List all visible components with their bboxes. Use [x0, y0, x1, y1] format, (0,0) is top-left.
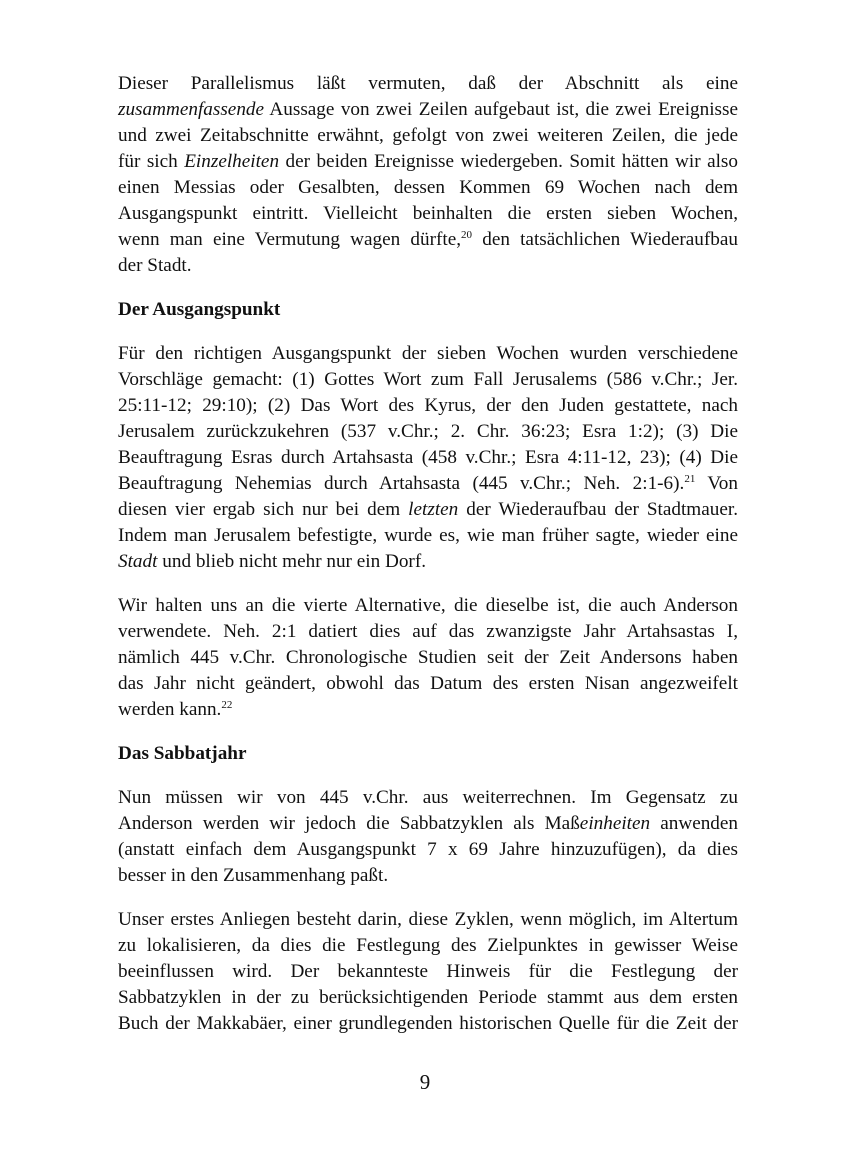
paragraph-4-line-1: Nun müssen wir von 445 v.Chr. aus weiterrechnen. Im Gegensatz zu — [118, 787, 738, 808]
paragraph-3-line-5: werden kann.$^{22}$ — [118, 699, 233, 720]
paragraph-2-line-1: Für den richtigen Ausgangspunkt der sieben Wochen wurden verschiedene — [118, 343, 738, 364]
paragraph-2-line-4: Jerusalem zurückzukehren (537 v.Chr.; 2. Chr. 36:23; Esra 1:2); (3) Die — [118, 421, 738, 442]
paragraph-2-line-7: diesen vier ergab sich nur bei dem letzten der Wiederaufbau der Stadtmauer. — [118, 499, 738, 520]
paragraph-2-line-8: Indem man Jerusalem befestigte, wurde es, wie man früher sagte, wieder eine — [118, 525, 738, 546]
footnote-ref-22[interactable]: 22 — [221, 699, 233, 711]
paragraph-4-line-4: besser in den Zusammenhang paßt. — [118, 865, 389, 886]
paragraph-2-line-9: Stadt und blieb nicht mehr nur ein Dorf. — [118, 551, 427, 572]
paragraph-1-line-4: für sich Einzelheiten der beiden Ereignisse wiedergeben. Somit hätten wir also — [118, 151, 738, 172]
paragraph-5-line-4: Sabbatzyklen in der zu berücksichtigenden Periode stammt aus dem ersten — [118, 987, 738, 1008]
footnote-ref-20[interactable]: 20 — [461, 229, 473, 241]
paragraph-2-line-3: 25:11-12; 29:10); (2) Das Wort des Kyrus, der den Juden gestattete, nach — [118, 395, 738, 416]
paragraph-1-line-1: Dieser Parallelismus läßt vermuten, daß der Abschnitt als eine — [118, 73, 738, 94]
paragraph-1-line-8: der Stadt. — [118, 255, 192, 276]
paragraph-5-line-3: beeinflussen wird. Der bekannteste Hinweis für die Festlegung der — [118, 961, 738, 982]
page-number: 9 — [419, 1070, 431, 1094]
paragraph-2-line-2: Vorschläge gemacht: (1) Gottes Wort zum Fall Jerusalems (586 v.Chr.; Jer. — [118, 369, 738, 390]
paragraph-3-line-4: das Jahr nicht geändert, obwohl das Datum des ersten Nisan angezweifelt — [118, 673, 738, 694]
paragraph-4-line-3: (anstatt einfach dem Ausgangspunkt 7 x 69 Jahre hinzuzufügen), da dies — [118, 839, 738, 860]
section-heading-ausgangspunkt: Der Ausgangspunkt — [118, 299, 281, 320]
paragraph-1-line-2: zusammenfassende Aussage von zwei Zeilen aufgebaut ist, die zwei Ereignisse — [118, 99, 738, 120]
footnote-ref-21[interactable]: 21 — [684, 473, 696, 485]
paragraph-1-line-5: einen Messias oder Gesalbten, dessen Kommen 69 Wochen nach dem — [118, 177, 738, 198]
italic-term: Stadt — [118, 551, 158, 572]
paragraph-5-line-5: Buch der Makkabäer, einer grundlegenden historischen Quelle für die Zeit der — [118, 1013, 738, 1034]
section-heading-sabbatjahr: Das Sabbatjahr — [118, 743, 247, 764]
italic-term: zusammenfassende — [118, 99, 265, 120]
paragraph-3-line-1: Wir halten uns an die vierte Alternative, die dieselbe ist, die auch Anderson — [118, 595, 738, 616]
paragraph-4-line-2: Anderson werden wir jedoch die Sabbatzyklen als Maßeinheiten anwenden — [118, 813, 739, 834]
paragraph-1-line-7: wenn man eine Vermutung wagen dürfte,$^{20}$ den tatsächlichen Wiederaufbau — [118, 229, 738, 250]
paragraph-3-line-3: nämlich 445 v.Chr. Chronologische Studien seit der Zeit Andersons haben — [118, 647, 738, 668]
paragraph-5-line-1: Unser erstes Anliegen besteht darin, diese Zyklen, wenn möglich, im Altertum — [118, 909, 738, 930]
paragraph-5-line-2: zu lokalisieren, da dies die Festlegung des Zielpunktes in gewisser Weise — [118, 935, 738, 956]
paragraph-1-line-6: Ausgangspunkt eintritt. Vielleicht beinhalten die ersten sieben Wochen, — [118, 203, 738, 224]
italic-term: letzten — [408, 499, 459, 520]
italic-term: einheiten — [579, 813, 651, 834]
paragraph-1-line-3: und zwei Zeitabschnitte erwähnt, gefolgt von zwei weiteren Zeilen, die jede — [118, 125, 738, 146]
paragraph-2-line-6: Beauftragung Nehemias durch Artahsasta (445 v.Chr.; Neh. 2:1-6).$^{21}$ Von — [118, 473, 738, 494]
paragraph-2-line-5: Beauftragung Esras durch Artahsasta (458 v.Chr.; Esra 4:11-12, 23); (4) Die — [118, 447, 738, 468]
italic-term: Einzelheiten — [184, 151, 280, 172]
paragraph-3-line-2: verwendete. Neh. 2:1 datiert dies auf das zwanzigste Jahr Artahsastas I, — [118, 621, 738, 642]
